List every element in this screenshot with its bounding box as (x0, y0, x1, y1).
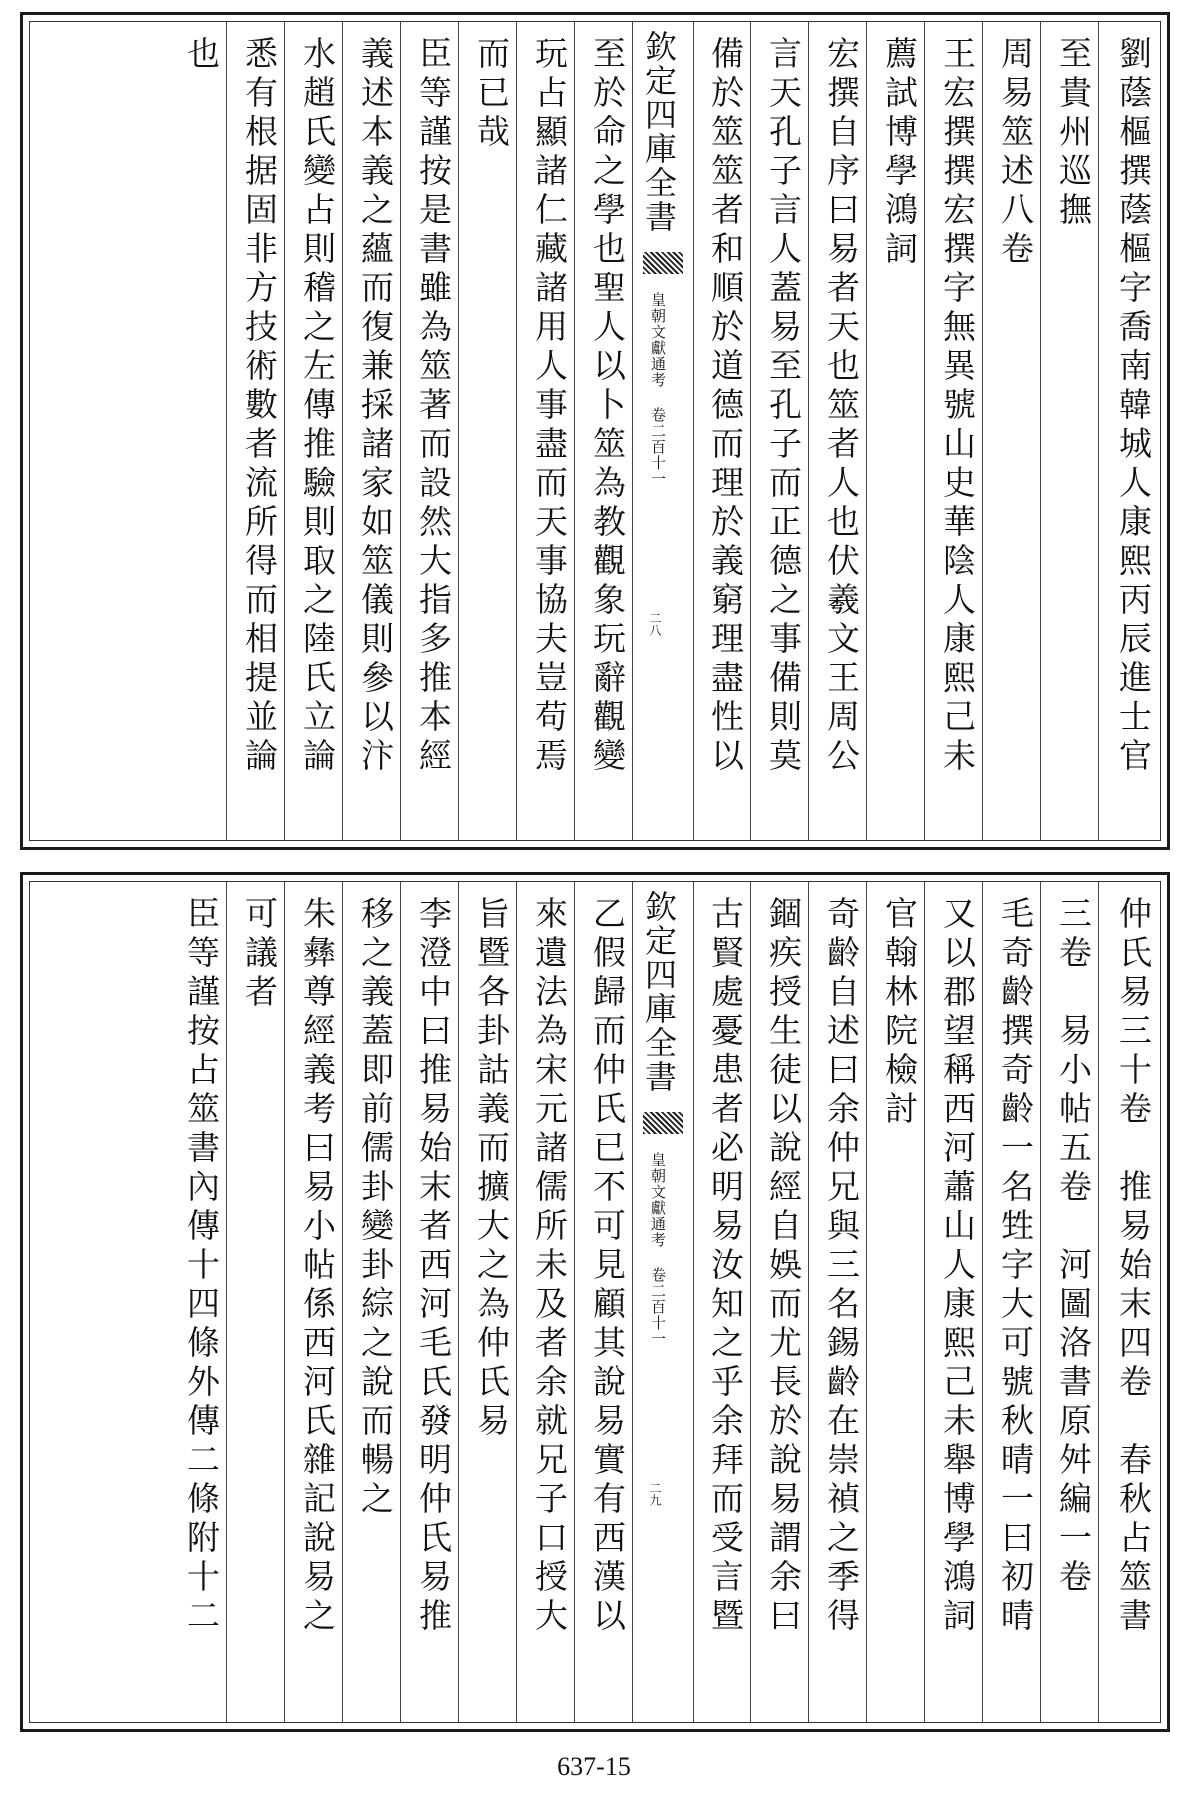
text-column (1098, 882, 1164, 1722)
text-column (400, 22, 459, 840)
text-column (924, 22, 983, 840)
column-text: 薦試博學鴻詞 (880, 36, 919, 270)
text-column (692, 882, 751, 1722)
column-text: 臣等謹按占筮書內傳十四條外傳二條附十二 (182, 896, 221, 1637)
text-column (982, 882, 1041, 1722)
column-text: 義述本義之蘊而復兼採諸家如筮儀則參以汴 (356, 36, 395, 777)
column-text: 仲氏易三十卷 推易始末四卷 春秋占筮書 (1114, 896, 1153, 1637)
book-title: 欽定四庫全書 (640, 890, 678, 1094)
column-text: 王宏撰撰宏撰字無異號山史華陰人康熙己未 (938, 36, 977, 777)
column-text: 至貴州巡撫 (1054, 36, 1093, 231)
column-text: 又以郡望稱西河蕭山人康熙己未舉博學鴻詞 (938, 896, 977, 1637)
text-column (692, 22, 751, 840)
column-text: 言天孔子言人蓋易至孔子而正德之事備則莫 (764, 36, 803, 777)
column-text: 奇齡自述曰余仲兄與三名錫齡在崇禎之季得 (822, 896, 861, 1637)
text-column (1040, 22, 1099, 840)
text-column (226, 882, 285, 1722)
text-column (30, 22, 227, 840)
text-column (808, 882, 867, 1722)
text-column (750, 882, 809, 1722)
column-text: 李澄中曰推易始末者西河毛氏發明仲氏易推 (414, 896, 453, 1637)
text-column (516, 22, 575, 840)
column-text: 備於筮筮者和順於道德而理於義窮理盡性以 (706, 36, 745, 777)
fishtail-ornament (643, 1112, 683, 1134)
column-text: 古賢處憂患者必明易汝知之乎余拜而受言暨 (706, 896, 745, 1637)
text-column (458, 22, 517, 840)
section-title: 皇朝文獻通考 卷二百十一 (649, 292, 667, 487)
text-column (574, 22, 633, 840)
text-column (226, 22, 285, 840)
text-column (342, 882, 401, 1722)
text-column (866, 22, 925, 840)
column-text: 錮疾授生徒以說經自娛而尤長於說易謂余曰 (764, 896, 803, 1637)
column-text: 也 (182, 36, 221, 75)
column-text: 毛奇齡撰奇齡一名甡字大可號秋晴一曰初晴 (996, 896, 1035, 1637)
page-number: 二九 (648, 1482, 662, 1506)
book-title: 欽定四庫全書 (640, 30, 678, 234)
text-column (808, 22, 867, 840)
column-text: 旨暨各卦詁義而擴大之為仲氏易 (472, 896, 511, 1442)
text-column (284, 22, 343, 840)
text-column (342, 22, 401, 840)
column-text: 水趙氏變占則稽之左傳推驗則取之陸氏立論 (298, 36, 337, 777)
text-column (30, 882, 227, 1722)
column-text: 乙假歸而仲氏已不可見顧其說易實有西漢以 (588, 896, 627, 1637)
fishtail-ornament (643, 252, 683, 274)
text-column (574, 882, 633, 1722)
top-page-frame (29, 21, 1161, 841)
column-text: 至於命之學也聖人以卜筮為教觀象玩辭觀變 (588, 36, 627, 777)
column-text: 三卷 易小帖五卷 河圖洛書原舛編一卷 (1054, 896, 1093, 1598)
column-text: 臣等謹按是書雖為筮著而設然大指多推本經 (414, 36, 453, 777)
text-column (400, 882, 459, 1722)
bottom-page-frame (29, 881, 1161, 1723)
top-page (20, 12, 1170, 850)
page-number: 二八 (648, 612, 662, 636)
column-text: 玩占顯諸仁藏諸用人事盡而天事協夫豈苟焉 (530, 36, 569, 777)
column-text: 移之義蓋即前儒卦變卦綜之說而暢之 (356, 896, 395, 1520)
center-spine (632, 22, 694, 840)
text-column (750, 22, 809, 840)
column-text: 官翰林院檢討 (880, 896, 919, 1130)
text-column (1040, 882, 1099, 1722)
text-column (516, 882, 575, 1722)
column-text: 來遺法為宋元諸儒所未及者余就兄子口授大 (530, 896, 569, 1637)
column-text: 劉蔭樞撰蔭樞字喬南韓城人康熙丙辰進士官 (1114, 36, 1153, 777)
text-column (924, 882, 983, 1722)
column-text: 朱彝尊經義考曰易小帖係西河氏雜記說易之 (298, 896, 337, 1637)
text-column (982, 22, 1041, 840)
text-column (284, 882, 343, 1722)
column-text: 而已哉 (472, 36, 511, 153)
section-title: 皇朝文獻通考 卷二百十一 (649, 1152, 667, 1347)
bottom-page (20, 872, 1170, 1732)
column-text: 周易筮述八卷 (996, 36, 1035, 270)
text-column (458, 882, 517, 1722)
text-column (1098, 22, 1164, 840)
text-column (866, 882, 925, 1722)
page-footer-number: 637-15 (557, 1752, 631, 1781)
column-text: 悉有根据固非方技術數者流所得而相提並論 (240, 36, 279, 777)
center-spine (632, 882, 694, 1722)
column-text: 可議者 (240, 896, 279, 1013)
column-text: 宏撰自序曰易者天也筮者人也伏羲文王周公 (822, 36, 861, 777)
